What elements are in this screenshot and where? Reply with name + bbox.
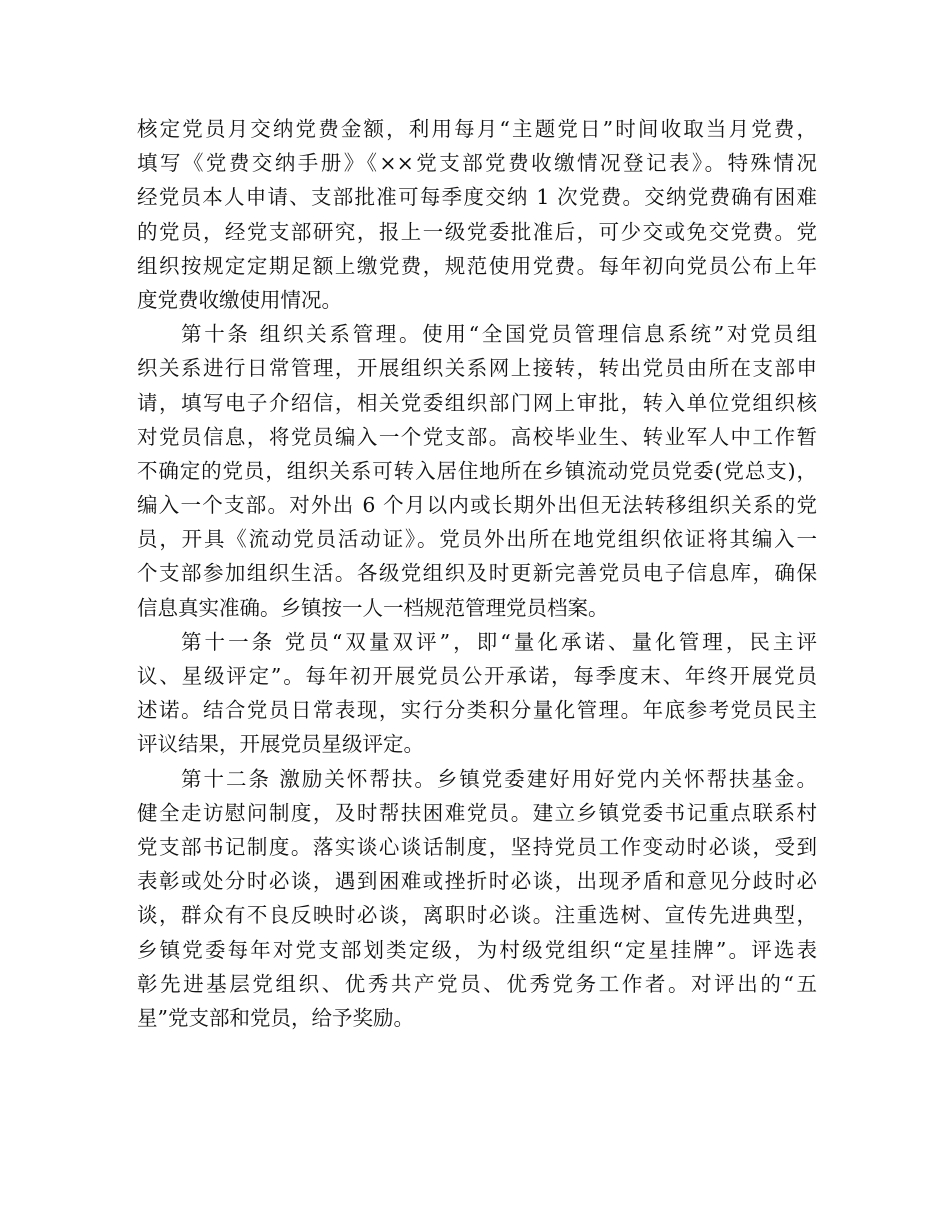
document-body [137,112,817,1035]
text-line: 组织按规定定期足额上缴党费，规范使用党费。每年初向党员公布上年 [137,253,817,278]
text-line: 对党员信息，将党员编入一个党支部。高校毕业生、转业军人中工作暂 [137,424,817,449]
text-line: 党支部书记制度。落实谈心谈话制度，坚持党员工作变动时必谈，受到 [137,834,817,859]
text-line: 议、星级评定”。每年初开展党员公开承诺，每季度末、年终开展党员 [137,664,817,688]
article-10-paragraph [137,317,817,625]
article-heading-line: 第十二条 激励关怀帮扶。乡镇党委建好用好党内关怀帮扶基金。 [181,766,817,791]
text-line: 星”党支部和党员，给予奖励。 [137,1005,414,1030]
text-line: 评议结果，开展党员星级评定。 [137,732,424,757]
text-line: 织关系进行日常管理，开展组织关系网上接转，转出党员由所在支部申 [137,356,817,381]
text-line: 不确定的党员，组织关系可转入居住地所在乡镇流动党员党委(党总支)， [137,458,817,483]
text-line: 的党员，经党支部研究，报上一级党委批准后，可少交或免交党费。党 [137,219,817,244]
text-line: 经党员本人申请、支部批准可每季度交纳 1 次党费。交纳党费确有困难 [137,185,817,210]
article-11-paragraph [137,625,817,762]
text-line: 彰先进基层党组织、优秀共产党员、优秀党务工作者。对评出的“五 [137,971,817,996]
text-line: 请，填写电子介绍信，相关党委组织部门网上审批，转入单位党组织核 [137,390,817,415]
text-line: 度党费收缴使用情况。 [137,287,342,312]
text-line: 述诺。结合党员日常表现，实行分类积分量化管理。年底参考党员民主 [137,698,817,723]
article-heading-line: 第十一条 党员“双量双评”，即“量化承诺、量化管理，民主评 [181,629,817,654]
text-line: 谈，群众有不良反映时必谈，离职时必谈。注重选树、宣传先进典型， [137,903,817,928]
text-line: 员，开具《流动党员活动证》。党员外出所在地党组织依证将其编入一 [137,527,817,552]
text-line: 编入一个支部。对外出 6 个月以内或长期外出但无法转移组织关系的党 [137,493,817,518]
article-12-paragraph [137,762,817,1036]
article-heading-line: 第十条 组织关系管理。使用“全国党员管理信息系统”对党员组 [181,322,817,347]
paragraph-party-dues-continued [137,112,817,317]
text-line: 信息真实准确。乡镇按一人一档规范管理党员档案。 [137,595,609,620]
text-line: 乡镇党委每年对党支部划类定级，为村级党组织“定星挂牌”。评选表 [137,937,817,962]
text-line: 填写《党费交纳手册》《××党支部党费收缴情况登记表》。特殊情况 [137,151,817,176]
text-line: 核定党员月交纳党费金额，利用每月“主题党日”时间收取当月党费， [137,117,817,141]
text-line: 个支部参加组织生活。各级党组织及时更新完善党员电子信息库，确保 [137,561,817,586]
text-line: 表彰或处分时必谈，遇到困难或挫折时必谈，出现矛盾和意见分歧时必 [137,869,817,894]
text-line: 健全走访慰问制度，及时帮扶困难党员。建立乡镇党委书记重点联系村 [137,800,817,825]
